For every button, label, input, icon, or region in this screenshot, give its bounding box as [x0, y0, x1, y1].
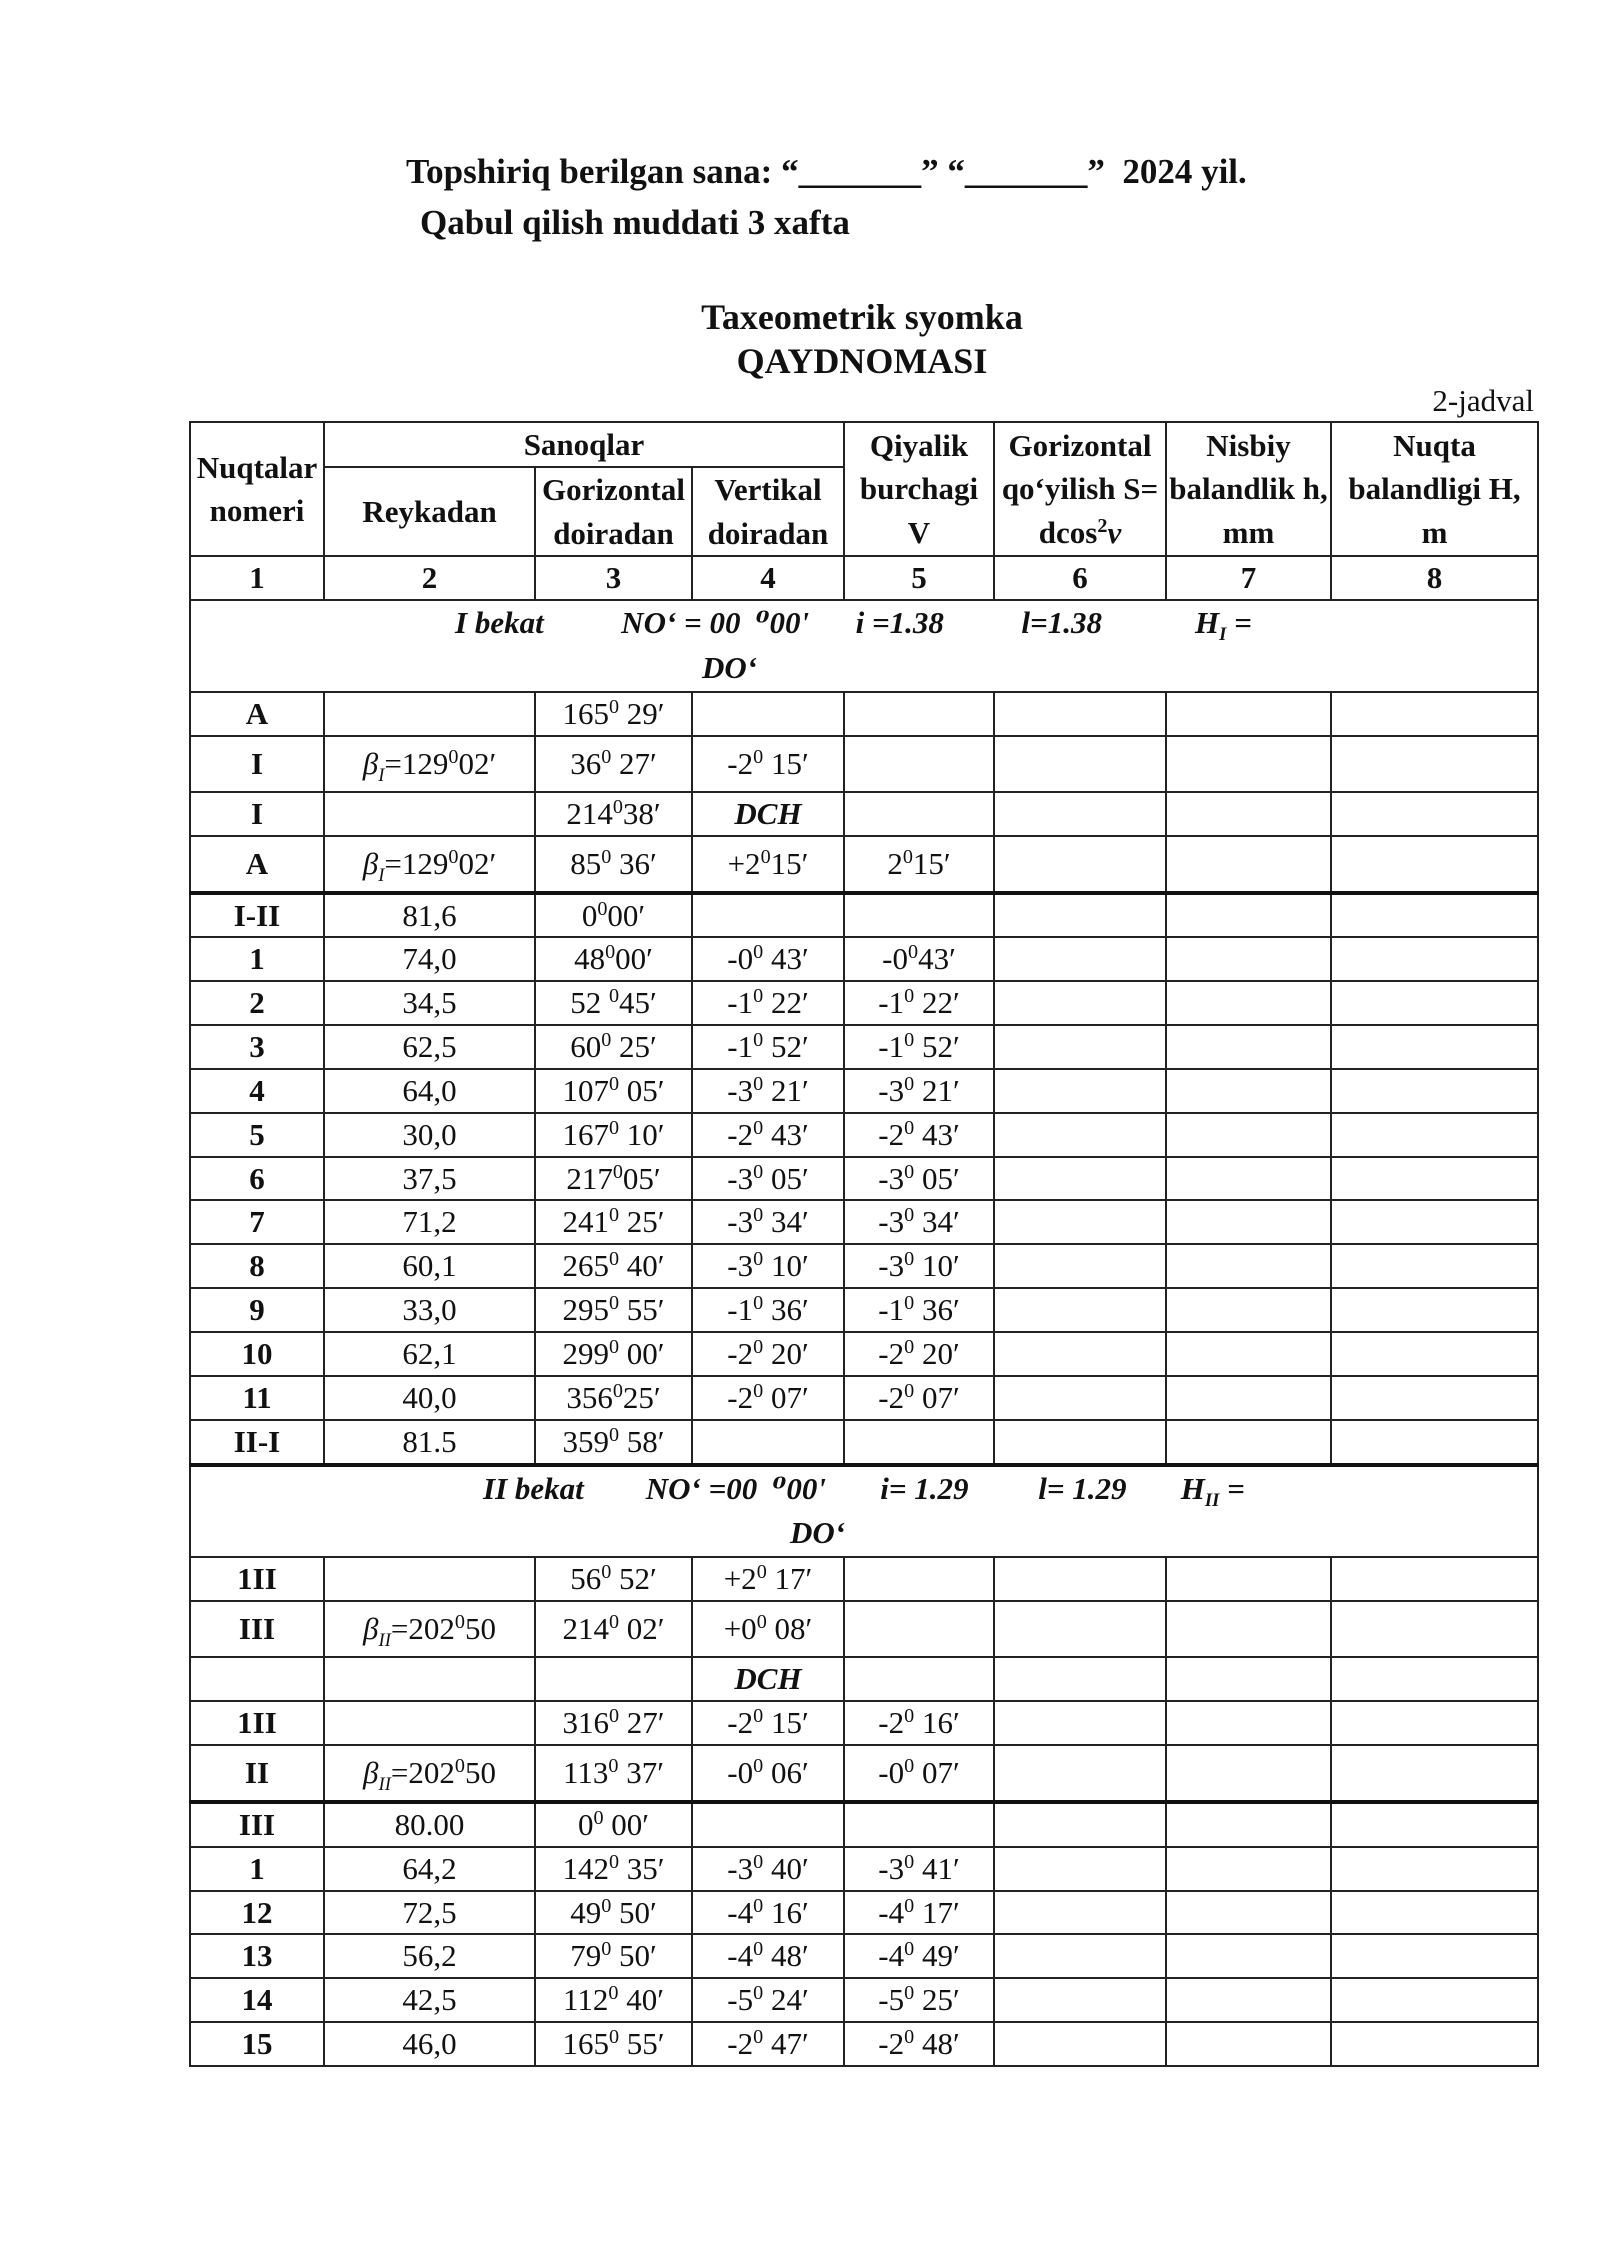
slope-angle: $-3^0$ 10′ — [844, 1244, 994, 1288]
station-2-header: II bekat NO‘ =00 ⁰00' i= 1.29 l= 1.29 $H_{II}$ = DO‘ — [190, 1465, 1538, 1558]
empty-cell — [994, 792, 1166, 836]
empty-cell — [994, 1934, 1166, 1978]
horizontal-reading: $316^0$ 27′ — [535, 1701, 692, 1745]
empty-cell — [1331, 1244, 1538, 1288]
table-row — [190, 893, 1538, 938]
rod-reading — [324, 792, 535, 836]
empty-cell — [1331, 836, 1538, 893]
empty-cell — [1331, 1200, 1538, 1244]
slope-angle — [844, 1601, 994, 1657]
point-name: 12 — [190, 1891, 324, 1935]
col-horizontal-distance: Gorizontal qo‘yilish S= dcos$^2$ν — [994, 422, 1166, 556]
horizontal-reading: $113^0$ 37′ — [535, 1745, 692, 1802]
empty-cell — [1331, 1745, 1538, 1802]
slope-angle — [844, 692, 994, 736]
empty-cell — [994, 1701, 1166, 1745]
col-number: 4 — [692, 556, 844, 600]
rod-reading: 81.5 — [324, 1420, 535, 1465]
point-name: II — [190, 1745, 324, 1802]
point-name: 1II — [190, 1557, 324, 1601]
point-name: A — [190, 836, 324, 893]
col-relative-height: Nisbiy balandlik h, mm — [1166, 422, 1331, 556]
empty-cell — [994, 1601, 1166, 1657]
empty-cell — [1331, 937, 1538, 981]
empty-cell — [1331, 893, 1538, 938]
rod-reading: 64,2 — [324, 1847, 535, 1891]
empty-cell — [994, 1025, 1166, 1069]
slope-angle: $-3^0$ 41′ — [844, 1847, 994, 1891]
rod-reading: 71,2 — [324, 1200, 535, 1244]
empty-cell — [1331, 2022, 1538, 2066]
vertical-reading: $-3^0$ 40′ — [692, 1847, 844, 1891]
empty-cell — [994, 692, 1166, 736]
station-do: DO‘ — [790, 1515, 846, 1551]
col-number: 8 — [1331, 556, 1538, 600]
vertical-reading: $-3^0$ 21′ — [692, 1069, 844, 1113]
slope-angle — [844, 1420, 994, 1465]
empty-cell — [1331, 1934, 1538, 1978]
rod-reading: 72,5 — [324, 1891, 535, 1935]
vertical-reading: $-3^0$ 34′ — [692, 1200, 844, 1244]
point-name: 10 — [190, 1332, 324, 1376]
empty-cell — [1331, 1420, 1538, 1465]
empty-cell — [1166, 1069, 1331, 1113]
vertical-reading: $-4^0$ 48′ — [692, 1934, 844, 1978]
rod-reading: 42,5 — [324, 1978, 535, 2022]
horizontal-reading: $214^038'$ — [535, 792, 692, 836]
horizontal-reading: $79^0$ 50′ — [535, 1934, 692, 1978]
slope-angle: $-3^0$ 05′ — [844, 1157, 994, 1201]
slope-angle: $-2^0$ 43′ — [844, 1113, 994, 1157]
horizontal-reading: $49^0$ 50′ — [535, 1891, 692, 1935]
vertical-reading: $-4^0$ 16′ — [692, 1891, 844, 1935]
slope-angle: $-2^0$ 16′ — [844, 1701, 994, 1745]
col-horizontal: Gorizontal doiradan — [535, 467, 692, 556]
empty-cell — [994, 1557, 1166, 1601]
table-row — [190, 1934, 1538, 1978]
empty-cell — [1331, 1657, 1538, 1701]
rod-reading — [324, 692, 535, 736]
slope-angle — [844, 1557, 994, 1601]
horizontal-reading: $356^025'$ — [535, 1376, 692, 1420]
slope-angle: $-2^0$ 07′ — [844, 1376, 994, 1420]
point-name: 5 — [190, 1113, 324, 1157]
empty-cell — [994, 1157, 1166, 1201]
table-row — [190, 1069, 1538, 1113]
slope-angle: $-5^0$ 25′ — [844, 1978, 994, 2022]
empty-cell — [1166, 937, 1331, 981]
table-row — [190, 1891, 1538, 1935]
point-name: III — [190, 1802, 324, 1847]
slope-angle: $-1^0$ 36′ — [844, 1288, 994, 1332]
point-name: 3 — [190, 1025, 324, 1069]
horizontal-reading — [535, 1657, 692, 1701]
rod-reading: 62,5 — [324, 1025, 535, 1069]
empty-cell — [1166, 1601, 1331, 1657]
rod-reading: 80.00 — [324, 1802, 535, 1847]
empty-cell — [1331, 1157, 1538, 1201]
slope-angle: $-1^0$ 22′ — [844, 981, 994, 1025]
empty-cell — [1166, 792, 1331, 836]
col-number: 2 — [324, 556, 535, 600]
horizontal-reading: $85^0$ 36′ — [535, 836, 692, 893]
horizontal-reading: $217^005'$ — [535, 1157, 692, 1201]
table-row — [190, 1847, 1538, 1891]
horizontal-reading: $165^0$ 55′ — [535, 2022, 692, 2066]
table-row — [190, 1332, 1538, 1376]
empty-cell — [1331, 1069, 1538, 1113]
survey-table — [189, 421, 1539, 2067]
vertical-reading: $+0^0$ 08′ — [692, 1601, 844, 1657]
empty-cell — [994, 893, 1166, 938]
horizontal-reading: $142^0$ 35′ — [535, 1847, 692, 1891]
empty-cell — [994, 1802, 1166, 1847]
horizontal-reading: $36^0$ 27′ — [535, 736, 692, 792]
rod-reading: $\beta_{II}=202^050$ — [324, 1601, 535, 1657]
empty-cell — [994, 1244, 1166, 1288]
horizontal-reading: $0^0$ 00′ — [535, 1802, 692, 1847]
empty-cell — [1166, 1557, 1331, 1601]
rod-reading: 60,1 — [324, 1244, 535, 1288]
horizontal-reading: $165^0$ 29′ — [535, 692, 692, 736]
horizontal-reading: $265^0$ 40′ — [535, 1244, 692, 1288]
empty-cell — [1331, 1891, 1538, 1935]
col-rod: Reykadan — [324, 467, 535, 556]
point-name — [190, 1657, 324, 1701]
point-name: III — [190, 1601, 324, 1657]
table-row — [190, 1802, 1538, 1847]
empty-cell — [1166, 1891, 1331, 1935]
point-name: 2 — [190, 981, 324, 1025]
rod-reading: 40,0 — [324, 1376, 535, 1420]
slope-angle: $-3^0$ 34′ — [844, 1200, 994, 1244]
horizontal-reading: $60^0$ 25′ — [535, 1025, 692, 1069]
point-name: 11 — [190, 1376, 324, 1420]
vertical-reading: $-2^0$ 07′ — [692, 1376, 844, 1420]
empty-cell — [1166, 1420, 1331, 1465]
rod-reading: $\beta_{II}=202^050$ — [324, 1745, 535, 1802]
empty-cell — [1166, 893, 1331, 938]
vertical-reading — [692, 893, 844, 938]
empty-cell — [1331, 1978, 1538, 2022]
empty-cell — [994, 1891, 1166, 1935]
empty-cell — [994, 1288, 1166, 1332]
empty-cell — [994, 2022, 1166, 2066]
vertical-reading: $-2^0$ 20′ — [692, 1332, 844, 1376]
empty-cell — [1331, 1557, 1538, 1601]
horizontal-reading: $0^000'$ — [535, 893, 692, 938]
table-row — [190, 1113, 1538, 1157]
point-name: I — [190, 736, 324, 792]
point-name: I — [190, 792, 324, 836]
empty-cell — [1166, 692, 1331, 736]
empty-cell — [994, 981, 1166, 1025]
vertical-reading: $-2^0$ 43′ — [692, 1113, 844, 1157]
empty-cell — [1331, 1025, 1538, 1069]
col-number: 6 — [994, 556, 1166, 600]
horizontal-reading: $167^0$ 10′ — [535, 1113, 692, 1157]
point-name: 6 — [190, 1157, 324, 1201]
station-1-header: I bekat NO‘ = 00 ⁰00' i =1.38 l=1.38 $H_I$ = DO‘ — [190, 600, 1538, 692]
horizontal-reading: $359^0$ 58′ — [535, 1420, 692, 1465]
col-vertical: Vertikal doiradan — [692, 467, 844, 556]
empty-cell — [1331, 1288, 1538, 1332]
empty-cell — [1166, 981, 1331, 1025]
horizontal-reading: $241^0$ 25′ — [535, 1200, 692, 1244]
empty-cell — [1166, 1934, 1331, 1978]
slope-angle — [844, 792, 994, 836]
table-row — [190, 937, 1538, 981]
empty-cell — [1166, 1376, 1331, 1420]
vertical-reading: $-3^0$ 05′ — [692, 1157, 844, 1201]
col-point-height: Nuqta balandligi H, m — [1331, 422, 1538, 556]
table-row — [190, 1244, 1538, 1288]
rod-reading: 64,0 — [324, 1069, 535, 1113]
col-number: 3 — [535, 556, 692, 600]
table-row — [190, 1200, 1538, 1244]
slope-angle: $-1^0$ 52′ — [844, 1025, 994, 1069]
empty-cell — [1331, 792, 1538, 836]
horizontal-reading: $214^0$ 02′ — [535, 1601, 692, 1657]
rod-reading: 33,0 — [324, 1288, 535, 1332]
empty-cell — [994, 736, 1166, 792]
empty-cell — [1166, 1025, 1331, 1069]
slope-angle: $-0^0$ 07′ — [844, 1745, 994, 1802]
rod-reading: 46,0 — [324, 2022, 535, 2066]
assigned-date-line: Topshiriq berilgan sana: “_______” “_______” 2024 yil. — [406, 152, 1247, 191]
table-row — [190, 1657, 1538, 1701]
empty-cell — [994, 1332, 1166, 1376]
empty-cell — [1166, 1657, 1331, 1701]
vertical-reading: $+2^0$ 17′ — [692, 1557, 844, 1601]
document-title: Taxeometrik syomka — [701, 297, 1023, 337]
empty-cell — [994, 1200, 1166, 1244]
vertical-reading: $+2^015'$ — [692, 836, 844, 893]
point-name: 1II — [190, 1701, 324, 1745]
empty-cell — [1166, 1847, 1331, 1891]
rod-reading: $\beta_I=129^002'$ — [324, 836, 535, 893]
empty-cell — [994, 937, 1166, 981]
point-name: A — [190, 692, 324, 736]
point-name: 1 — [190, 1847, 324, 1891]
empty-cell — [1331, 1802, 1538, 1847]
col-readings: Sanoqlar — [324, 422, 844, 467]
col-number: 5 — [844, 556, 994, 600]
table-row — [190, 736, 1538, 792]
station-info: I bekat NO‘ = 00 ⁰00' i =1.38 l=1.38 H — [455, 605, 1220, 641]
rod-reading: 74,0 — [324, 937, 535, 981]
rod-reading: 56,2 — [324, 1934, 535, 1978]
empty-cell — [994, 1745, 1166, 1802]
empty-cell — [994, 1420, 1166, 1465]
vertical-reading: $-1^0$ 36′ — [692, 1288, 844, 1332]
point-name: 13 — [190, 1934, 324, 1978]
point-name: 1 — [190, 937, 324, 981]
horizontal-reading: $107^0$ 05′ — [535, 1069, 692, 1113]
vertical-reading: $-2^0$ 47′ — [692, 2022, 844, 2066]
empty-cell — [1166, 736, 1331, 792]
vertical-reading: $-3^0$ 10′ — [692, 1244, 844, 1288]
rod-reading: 81,6 — [324, 893, 535, 938]
empty-cell — [994, 1069, 1166, 1113]
empty-cell — [1166, 1200, 1331, 1244]
point-name: 15 — [190, 2022, 324, 2066]
empty-cell — [1166, 1113, 1331, 1157]
slope-angle — [844, 736, 994, 792]
empty-cell — [1331, 1601, 1538, 1657]
point-name: 8 — [190, 1244, 324, 1288]
vertical-reading — [692, 692, 844, 736]
empty-cell — [1331, 1376, 1538, 1420]
vertical-reading: $-0^0$ 43′ — [692, 937, 844, 981]
horizontal-reading: $56^0$ 52′ — [535, 1557, 692, 1601]
slope-angle — [844, 1802, 994, 1847]
rod-reading — [324, 1657, 535, 1701]
point-name: II-I — [190, 1420, 324, 1465]
empty-cell — [1166, 1288, 1331, 1332]
rod-reading: 34,5 — [324, 981, 535, 1025]
station-info: II bekat NO‘ =00 ⁰00' i= 1.29 l= 1.29 H — [483, 1470, 1205, 1506]
slope-angle: $-3^0$ 21′ — [844, 1069, 994, 1113]
vertical-reading: $-0^0$ 06′ — [692, 1745, 844, 1802]
rod-reading: 37,5 — [324, 1157, 535, 1201]
col-number: 1 — [190, 556, 324, 600]
empty-cell — [994, 1657, 1166, 1701]
empty-cell — [1166, 1332, 1331, 1376]
vertical-reading: $-2^0$ 15′ — [692, 1701, 844, 1745]
table-row — [190, 792, 1538, 836]
vertical-reading: $-1^0$ 22′ — [692, 981, 844, 1025]
empty-cell — [1166, 1745, 1331, 1802]
rod-reading: 30,0 — [324, 1113, 535, 1157]
horizontal-reading: 52 $^0$45′ — [535, 981, 692, 1025]
rod-reading — [324, 1701, 535, 1745]
vertical-reading: $-1^0$ 52′ — [692, 1025, 844, 1069]
empty-cell — [1331, 692, 1538, 736]
vertical-reading — [692, 1802, 844, 1847]
point-name: 14 — [190, 1978, 324, 2022]
empty-cell — [994, 836, 1166, 893]
vertical-reading — [692, 1420, 844, 1465]
table-row — [190, 1025, 1538, 1069]
table-row — [190, 1978, 1538, 2022]
point-name: I-II — [190, 893, 324, 938]
slope-angle: $-2^0$ 48′ — [844, 2022, 994, 2066]
table-row — [190, 1745, 1538, 1802]
station-do: DO‘ — [702, 649, 758, 685]
table-number: 2-jadval — [1432, 383, 1534, 418]
slope-angle — [844, 1657, 994, 1701]
empty-cell — [1166, 836, 1331, 893]
horizontal-reading: $295^0$ 55′ — [535, 1288, 692, 1332]
table-row — [190, 1376, 1538, 1420]
col-number: 7 — [1166, 556, 1331, 600]
empty-cell — [1331, 1701, 1538, 1745]
point-name: 4 — [190, 1069, 324, 1113]
horizontal-reading: $112^0$ 40′ — [535, 1978, 692, 2022]
table-row — [190, 1157, 1538, 1201]
empty-cell — [1166, 1244, 1331, 1288]
point-name: 7 — [190, 1200, 324, 1244]
horizontal-reading: $299^0$ 00′ — [535, 1332, 692, 1376]
table-row — [190, 1601, 1538, 1657]
table-row — [190, 1701, 1538, 1745]
empty-cell — [1331, 1847, 1538, 1891]
vertical-reading: $-2^0$ 15′ — [692, 736, 844, 792]
slope-angle: $2^015'$ — [844, 836, 994, 893]
vertical-reading: DCH — [692, 792, 844, 836]
table-row — [190, 1288, 1538, 1332]
vertical-reading: $-5^0$ 24′ — [692, 1978, 844, 2022]
empty-cell — [994, 1978, 1166, 2022]
empty-cell — [1166, 2022, 1331, 2066]
rod-reading: $\beta_I=129^002'$ — [324, 736, 535, 792]
table-row — [190, 692, 1538, 736]
empty-cell — [1331, 736, 1538, 792]
table-row — [190, 2022, 1538, 2066]
table-row — [190, 981, 1538, 1025]
empty-cell — [994, 1113, 1166, 1157]
slope-angle: $-4^0$ 17′ — [844, 1891, 994, 1935]
col-points: Nuqtalar nomeri — [190, 422, 324, 556]
vertical-reading: DCH — [692, 1657, 844, 1701]
empty-cell — [1331, 1113, 1538, 1157]
point-name: 9 — [190, 1288, 324, 1332]
deadline-line: Qabul qilish muddati 3 xafta — [420, 203, 850, 242]
table-row — [190, 1420, 1538, 1465]
empty-cell — [1166, 1978, 1331, 2022]
col-slope: Qiyalik burchagi V — [844, 422, 994, 556]
horizontal-reading: $48^000'$ — [535, 937, 692, 981]
table-row — [190, 1557, 1538, 1601]
empty-cell — [994, 1376, 1166, 1420]
empty-cell — [994, 1847, 1166, 1891]
slope-angle: $-4^0$ 49′ — [844, 1934, 994, 1978]
empty-cell — [1166, 1802, 1331, 1847]
empty-cell — [1166, 1701, 1331, 1745]
document-subtitle: QAYDNOMASI — [736, 341, 988, 381]
empty-cell — [1331, 981, 1538, 1025]
slope-angle: $-2^0$ 20′ — [844, 1332, 994, 1376]
rod-reading: 62,1 — [324, 1332, 535, 1376]
empty-cell — [1166, 1157, 1331, 1201]
slope-angle — [844, 893, 994, 938]
slope-angle: $-0^043'$ — [844, 937, 994, 981]
rod-reading — [324, 1557, 535, 1601]
table-row — [190, 836, 1538, 893]
empty-cell — [1331, 1332, 1538, 1376]
